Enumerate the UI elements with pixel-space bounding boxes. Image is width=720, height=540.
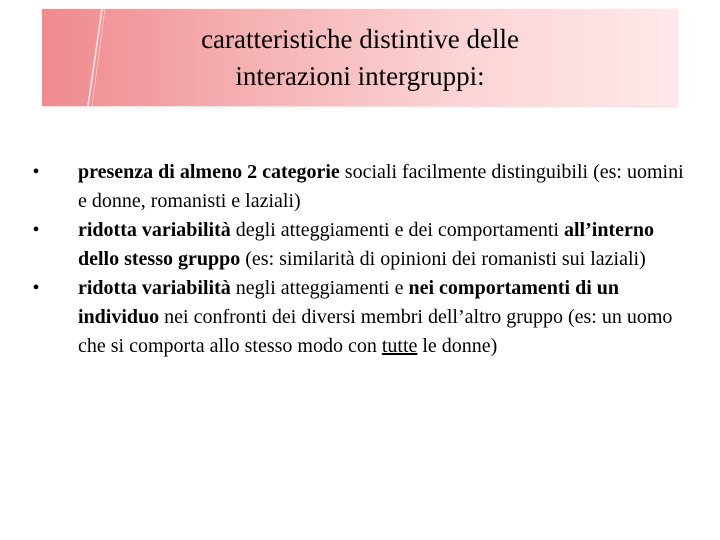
bullet-text: degli atteggiamenti e dei comportamenti bbox=[230, 219, 564, 241]
bullet-list bbox=[26, 158, 686, 361]
bullet-item bbox=[26, 274, 686, 361]
bullet-item bbox=[26, 216, 686, 274]
bullet-text-underlined: tutte bbox=[381, 335, 418, 357]
slide-title: caratteristiche distintive delle interazioni intergruppi: bbox=[201, 24, 519, 91]
bullet-text-bold: all’interno dello stesso gruppo bbox=[78, 219, 654, 270]
bullet-text-bold: nei comportamenti di un individuo bbox=[78, 277, 620, 328]
bullet-icon: • bbox=[32, 161, 40, 183]
bullet-text: (es: similarità di opinioni dei romanisti sui laziali) bbox=[240, 248, 646, 270]
bullet-text: negli atteggiamenti e bbox=[230, 277, 409, 299]
bullet-item bbox=[26, 158, 686, 216]
bullet-text: nei confronti dei diversi membri dell’altro gruppo (es: un uomo che si comporta allo stesso modo con bbox=[78, 306, 673, 357]
bullet-text-bold: presenza di almeno 2 categorie bbox=[78, 161, 340, 183]
bullet-text-bold: ridotta variabilità bbox=[78, 277, 231, 299]
bullet-text: le donne) bbox=[417, 335, 498, 357]
bullet-icon: • bbox=[32, 219, 40, 241]
bullet-icon: • bbox=[32, 277, 40, 299]
bullet-text-bold: ridotta variabilità bbox=[78, 219, 231, 241]
bullet-text: sociali facilmente distinguibili (es: uomini e donne, romanisti e laziali) bbox=[78, 161, 684, 212]
